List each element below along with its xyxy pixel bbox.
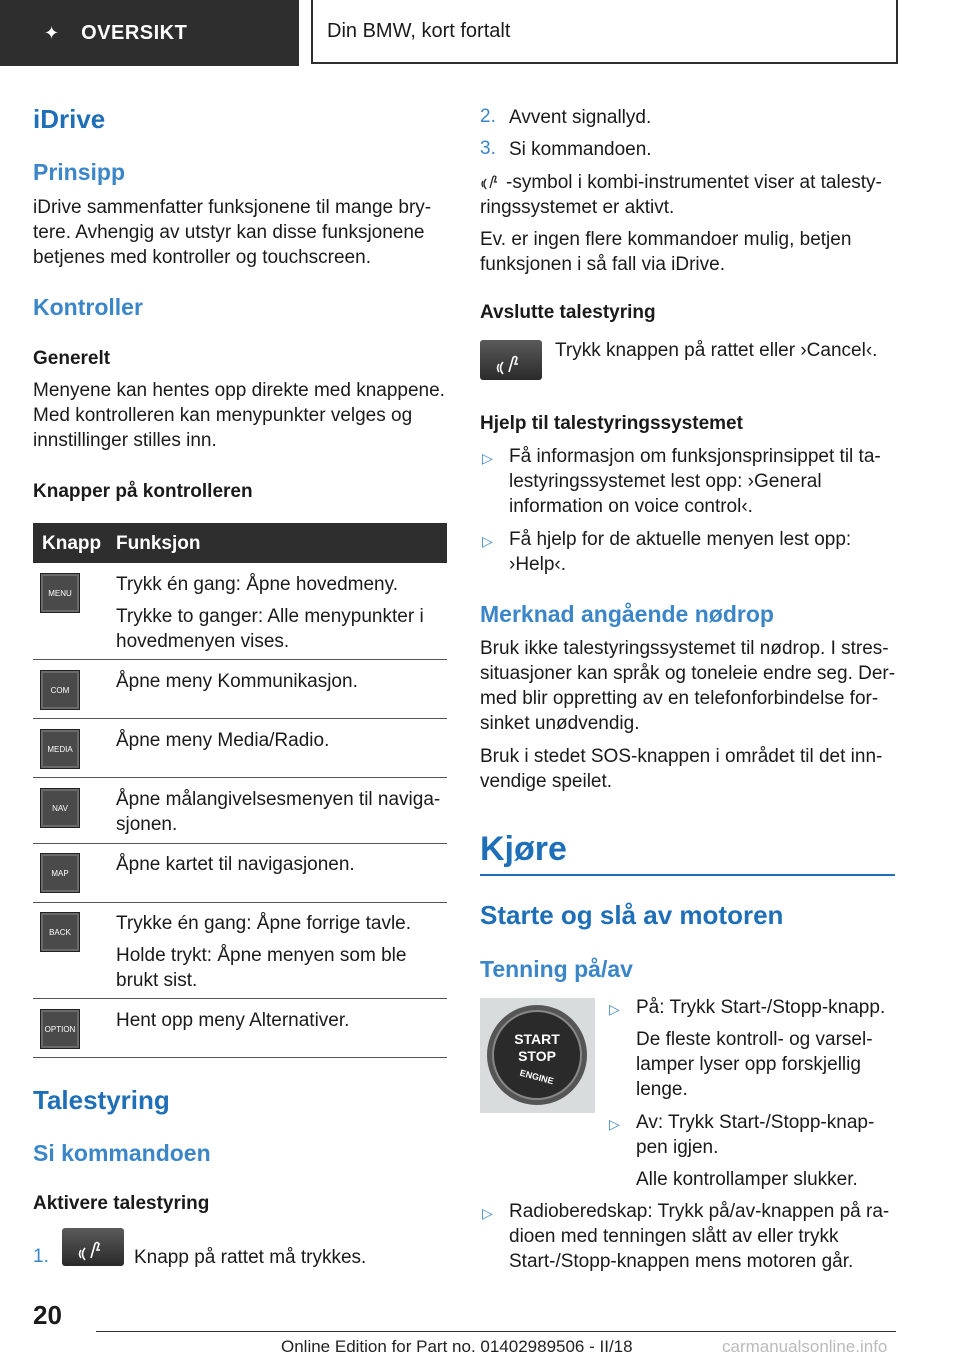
sos-line: Bruk i stedet SOS-knappen i området til det inn- (480, 746, 883, 767)
bullet-line: På: Trykk Start-/Stopp-knapp. (636, 997, 886, 1018)
symbol-paragraph (480, 170, 900, 220)
table-cell-line: Åpne meny Media/Radio. (116, 730, 330, 751)
bullet-line: De fleste kontroll- og varsel- (636, 1029, 873, 1050)
row-divider (33, 902, 447, 903)
col-knapp: Knapp (42, 533, 102, 554)
heading-hjelp: Hjelp til talestyringssystemet (480, 413, 743, 434)
nav-key-icon: NAV (40, 788, 80, 828)
merknad-paragraph (480, 636, 895, 736)
map-key-icon: MAP (40, 853, 80, 893)
row-divider (33, 998, 447, 999)
table-row (116, 728, 329, 753)
overview-tab[interactable] (0, 0, 299, 66)
bullet-triangle-icon: ▷ (482, 533, 493, 549)
table-cell-line: hovedmenyen vises. (116, 631, 290, 652)
table-cell-line: Åpne meny Kommunikasjon. (116, 671, 358, 692)
voice-symbol-icon (73, 1236, 113, 1266)
overview-star-icon: ✦ (44, 22, 60, 43)
edition-text: Online Edition for Part no. 01402989506 - II/18 (281, 1337, 633, 1356)
step2-text: Avvent signallyd. (509, 107, 652, 128)
radio-bullet (509, 1199, 889, 1274)
page-header (0, 0, 960, 66)
table-cell-line: Trykk én gang: Åpne hovedmeny. (116, 574, 398, 595)
back-key-icon: BACK (40, 912, 80, 952)
table-row (116, 1008, 349, 1033)
start-label: START (514, 1031, 560, 1047)
heading-talestyring: Talestyring (33, 1085, 170, 1115)
table-row (116, 669, 358, 694)
menu-key-icon: MENU (40, 573, 80, 613)
media-key-icon: MEDIA (40, 729, 80, 769)
sos-line: vendige speilet. (480, 771, 613, 792)
option-key-icon: OPTION (40, 1009, 80, 1049)
bullet-line: pen igjen. (636, 1137, 719, 1158)
heading-idrive: iDrive (33, 104, 106, 134)
generelt-line: Menyene kan hentes opp direkte med knappene. (33, 380, 445, 401)
step-number: 1. (33, 1246, 49, 1267)
generelt-line: Med kontrolleren kan menypunkter velges og (33, 405, 413, 426)
col-funksjon: Funksjon (116, 533, 201, 554)
voice-button-icon (62, 1228, 124, 1266)
table-cell-line: Trykke to ganger: Alle menypunkter i (116, 606, 424, 627)
bullet-line: Få hjelp for de aktuelle menyen lest opp: (509, 529, 852, 550)
symbol-line: ringssystemet er aktivt. (480, 197, 675, 218)
table-cell-line: Åpne målangivelsesmenyen til naviga- (116, 789, 441, 810)
symbol-line: -symbol i kombi-instrumentet viser at talesty- (506, 172, 882, 193)
generelt-paragraph (33, 378, 445, 453)
bullet-line: Alle kontrollamper slukker. (636, 1169, 858, 1190)
engine-label: ENGINE (518, 1067, 555, 1087)
bullet-line: lamper lyser opp forskjellig (636, 1054, 861, 1075)
overview-label: OVERSIKT (81, 21, 188, 44)
table-cell-line: Holde trykt: Åpne menyen som ble (116, 945, 407, 966)
bullet-line: Radioberedskap: Trykk på/av-knappen på ra- (509, 1201, 890, 1222)
merknad-line: sinket unødvendig. (480, 713, 640, 734)
heading-tenning: Tenning på/av (480, 956, 633, 982)
table-cell-line: Åpne kartet til navigasjonen. (116, 854, 355, 875)
tenning-bullet (636, 1110, 874, 1192)
heading-starte: Starte og slå av motoren (480, 900, 784, 930)
bullet-line: information on voice control‹. (509, 496, 753, 517)
row-divider (33, 843, 447, 844)
com-key-icon: COM (40, 670, 80, 710)
table-header (33, 523, 447, 563)
merknad-line: med blir oppretting av en telefonforbindelse for- (480, 688, 879, 709)
heading-merknad: Merknad angående nødrop (480, 601, 774, 627)
chapter-tab[interactable] (311, 0, 898, 64)
footer-rule (96, 1331, 896, 1332)
row-divider (33, 718, 447, 719)
ev-line: Ev. er ingen flere kommandoer mulig, betjen (480, 229, 852, 250)
step1-text: Knapp på rattet må trykkes. (134, 1247, 367, 1268)
sos-paragraph (480, 744, 882, 794)
heading-kjore: Kjøre (480, 830, 567, 868)
table-cell-line: Hent opp meny Alternativer. (116, 1010, 350, 1031)
merknad-line: situasjoner kan språk og toneleie endre seg. Der- (480, 663, 896, 684)
tenning-bullet (636, 995, 885, 1102)
step-number: 3. (480, 138, 496, 159)
voice-button-icon (480, 340, 542, 380)
step-number: 2. (480, 106, 496, 127)
bullet-triangle-icon: ▷ (609, 1116, 620, 1132)
row-divider (33, 777, 447, 778)
merknad-line: Bruk ikke talestyringssystemet til nødrop. I stres- (480, 638, 889, 659)
prinsipp-line: betjenes med kontroller og touchscreen. (33, 247, 371, 268)
hjelp-bullet (509, 527, 851, 577)
avslutte-text: Trykk knappen på rattet eller ›Cancel‹. (555, 340, 878, 361)
heading-avslutte: Avslutte talestyring (480, 302, 656, 323)
heading-si-kommandoen: Si kommandoen (33, 1140, 211, 1166)
bullet-line: lestyringssystemet lest opp: ›General (509, 471, 822, 492)
bullet-line: ›Help‹. (509, 554, 567, 575)
table-row (116, 852, 355, 877)
table-row (116, 911, 411, 993)
page-number: 20 (33, 1300, 62, 1330)
heading-prinsipp: Prinsipp (33, 159, 126, 185)
stop-label: STOP (518, 1048, 556, 1064)
generelt-line: innstillinger stilles inn. (33, 430, 217, 451)
bullet-line: Av: Trykk Start-/Stopp-knap- (636, 1112, 875, 1133)
heading-knapper: Knapper på kontrolleren (33, 481, 253, 502)
bullet-line: dioen med tenningen slått av eller trykk (509, 1226, 839, 1247)
bullet-triangle-icon: ▷ (609, 1001, 620, 1017)
bullet-triangle-icon: ▷ (482, 1205, 493, 1221)
heading-kontroller: Kontroller (33, 294, 143, 320)
bullet-line: lenge. (636, 1079, 688, 1100)
heading-generelt: Generelt (33, 348, 111, 369)
table-cell-line: sjonen. (116, 814, 178, 835)
bullet-line: Start-/Stopp-knappen mens motoren går. (509, 1251, 854, 1272)
start-stop-button-image (480, 998, 595, 1113)
row-divider (33, 659, 447, 660)
ev-paragraph (480, 227, 851, 277)
hjelp-bullet (509, 444, 881, 519)
voice-symbol-icon (491, 350, 531, 380)
step3-text: Si kommandoen. (509, 139, 652, 160)
bullet-triangle-icon: ▷ (482, 450, 493, 466)
ev-line: funksjonen i så fall via iDrive. (480, 254, 725, 275)
heading-aktivere: Aktivere talestyring (33, 1193, 210, 1214)
prinsipp-line: iDrive sammenfatter funksjonene til mange bry- (33, 197, 432, 218)
table-row (116, 787, 440, 837)
prinsipp-line: tere. Avhengig av utstyr kan disse funksjonene (33, 222, 425, 243)
table-cell-line: brukt sist. (116, 970, 198, 991)
table-cell-line: Trykke én gang: Åpne forrige tavle. (116, 913, 412, 934)
bullet-line: Få informasjon om funksjonsprinsippet til ta- (509, 446, 881, 467)
prinsipp-paragraph (33, 195, 431, 270)
row-divider (33, 1057, 447, 1058)
watermark: carmanualsonline.info (722, 1337, 888, 1356)
heading-rule (480, 874, 895, 876)
table-row (116, 572, 424, 654)
chapter-title: Din BMW, kort fortalt (327, 19, 511, 42)
